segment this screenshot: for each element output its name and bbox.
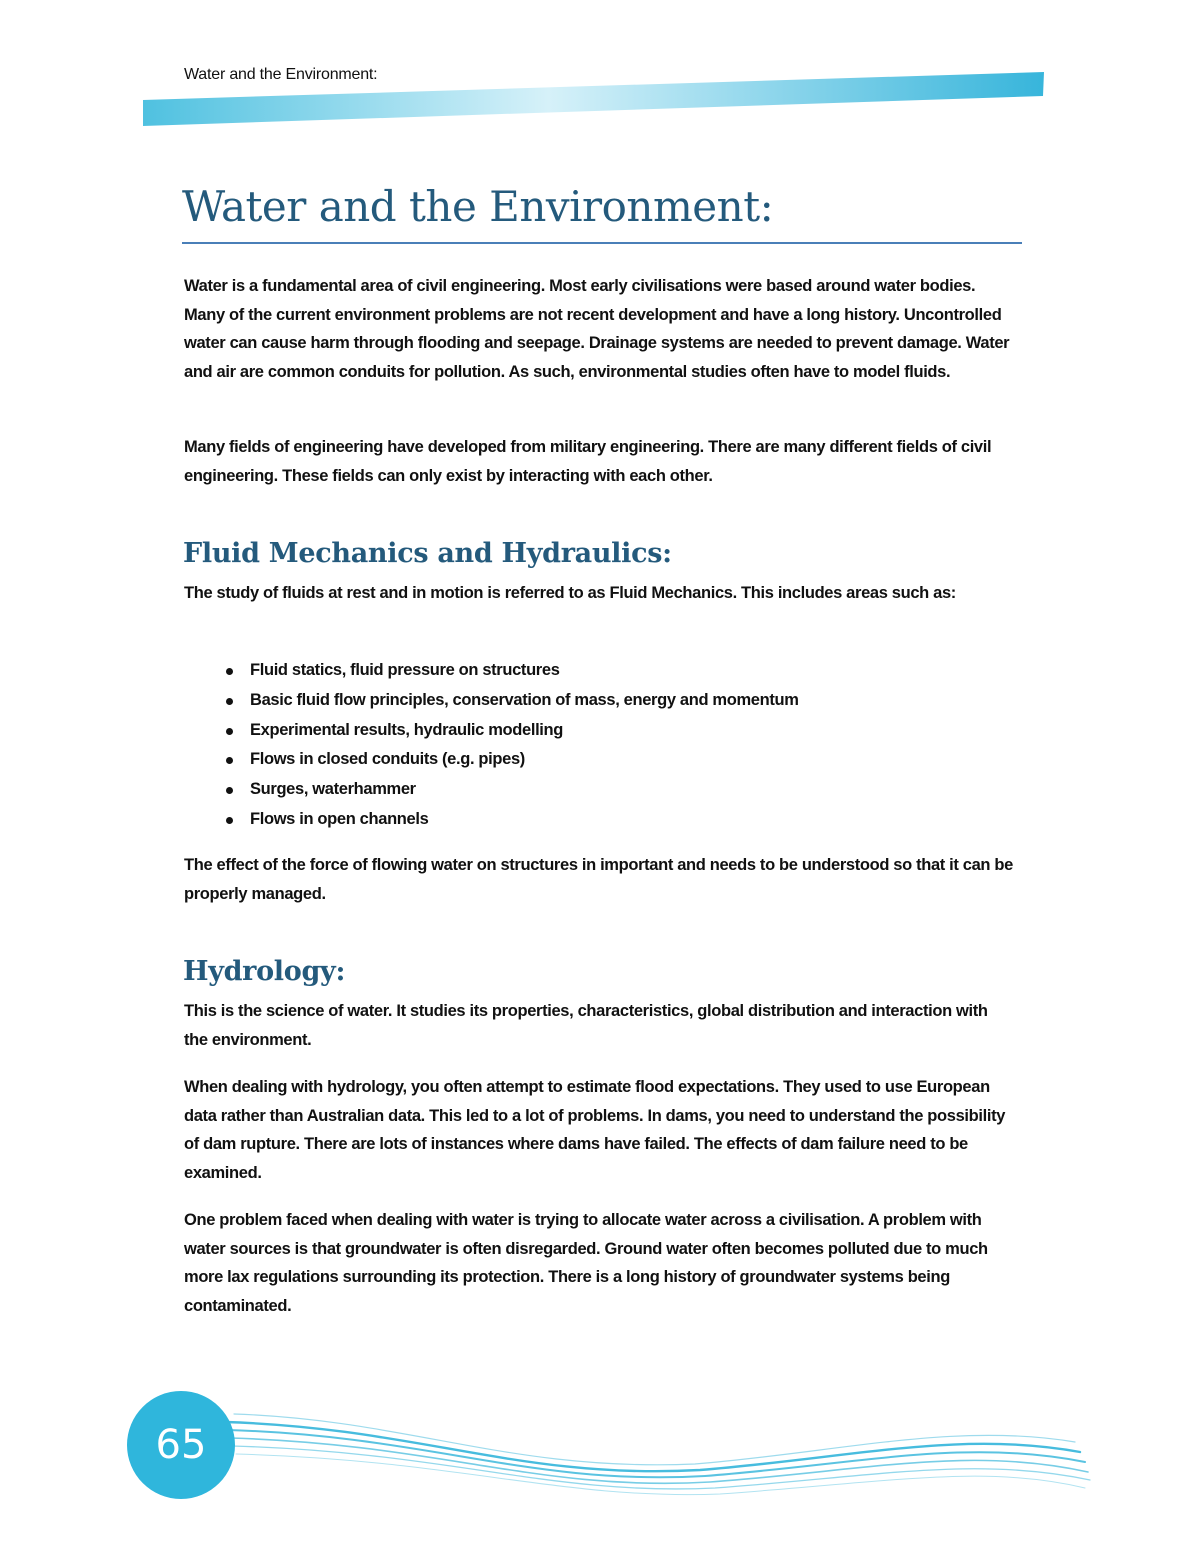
page-number-badge: 65: [127, 1391, 235, 1499]
header-swoosh: [0, 0, 1200, 140]
list-item: Surges, waterhammer: [184, 775, 1004, 805]
list-item: Flows in closed conduits (e.g. pipes): [184, 745, 1004, 775]
fluid-topics-list: [184, 656, 1004, 835]
bullet-icon: [226, 757, 233, 764]
hydrology-paragraph-2: When dealing with hydrology, you often attempt to estimate flood expectations. They used to use European data rather than Australian data. This led to a lot of problems. In dams, you need to understand the possibility of dam rupture. There are lots of instances where dams have failed. The effects of dam failure need to be examined.: [184, 1078, 1006, 1182]
bullet-icon: [226, 668, 233, 675]
fluid-closing-paragraph: The effect of the force of flowing water on structures in important and needs to be understood so that it can be properly managed.: [184, 856, 1013, 903]
page-title: Water and the Environment:: [182, 182, 774, 231]
title-underline: [182, 242, 1022, 244]
bullet-icon: [226, 698, 233, 705]
hydrology-paragraph-1: This is the science of water. It studies its properties, characteristics, global distribution and interaction with the environment.: [184, 1002, 988, 1049]
bullet-icon: [226, 787, 233, 794]
list-item: Flows in open channels: [184, 805, 1004, 835]
list-item: Fluid statics, fluid pressure on structures: [184, 656, 1004, 686]
bullet-icon: [226, 817, 233, 824]
hydrology-paragraph-3: One problem faced when dealing with water is trying to allocate water across a civilisation. A problem with water sources is that groundwater is often disregarded. Ground water often becomes polluted due to much more lax regulations surrounding its protection. There is a long history of groundwater systems being contaminated.: [184, 1211, 988, 1315]
section-heading-fluid-mechanics: Fluid Mechanics and Hydraulics:: [183, 538, 672, 569]
intro-paragraph-1: Water is a fundamental area of civil engineering. Most early civilisations were based around water bodies. Many of the current environment problems are not recent development and have a long history. Uncontrolled water can cause harm through flooding and seepage. Drainage systems are needed to prevent damage. Water and air are common conduits for pollution. As such, environmental studies often have to model fluids.: [184, 277, 1010, 381]
bullet-icon: [226, 728, 233, 735]
section-heading-hydrology: Hydrology:: [183, 956, 346, 987]
list-item: Experimental results, hydraulic modelling: [184, 716, 1004, 746]
running-header: Water and the Environment:: [184, 66, 378, 83]
list-item: Basic fluid flow principles, conservation of mass, energy and momentum: [184, 686, 1004, 716]
fluid-intro-paragraph: The study of fluids at rest and in motion is referred to as Fluid Mechanics. This includes areas such as:: [184, 584, 956, 602]
intro-paragraph-2: Many fields of engineering have developed from military engineering. There are many different fields of civil engineering. These fields can only exist by interacting with each other.: [184, 438, 992, 485]
